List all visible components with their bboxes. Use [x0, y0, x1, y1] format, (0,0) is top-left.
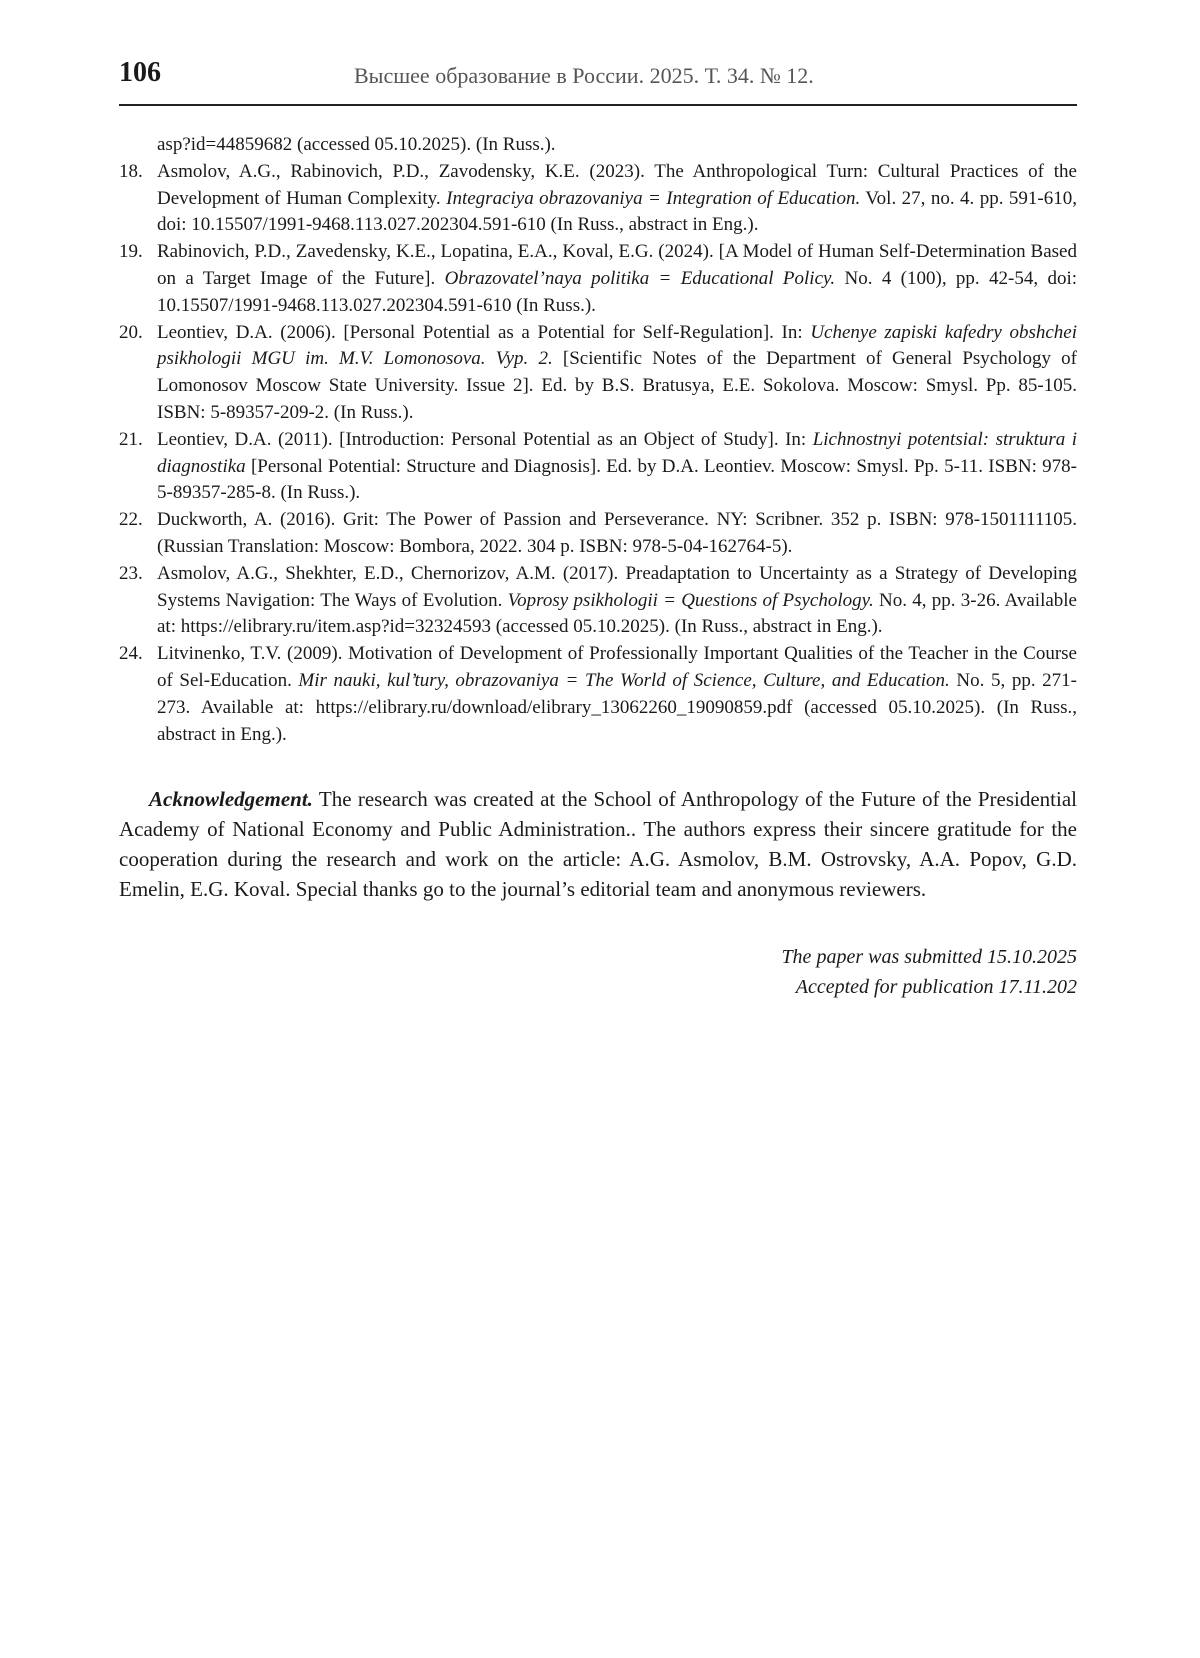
reference-number: 24. [119, 643, 143, 665]
reference-details: No. 5, pp. 271-273. Available at: https://elibrary.ru/download/elibrary_13062260_19090859.pdf (accessed 05.10.2025). (In Russ., abstract in Eng.). [157, 669, 1077, 745]
reference-source: Obrazovatel’naya politika = Educational Policy. [444, 267, 836, 289]
acknowledgement-heading: Acknowledgement. [149, 787, 313, 812]
reference-number: 23. [119, 562, 143, 584]
reference-item-22 [119, 507, 1077, 561]
reference-number: 20. [119, 321, 143, 343]
reference-details: [Personal Potential: Structure and Diagnosis]. Ed. by D.A. Leontiev. Moscow: Smysl. Pp. 5-11. ISBN: 978-5-89357-285-8. (In Russ.). [157, 455, 1077, 504]
reference-item-24 [119, 641, 1077, 748]
reference-text: Asmolov, A.G., Rabinovich, P.D., Zavodensky, K.E. (2023). The Anthropological Turn: Cultural Practices of the Development of Human Complexity. [157, 160, 1077, 209]
reference-source: Uchenye zapiski kafedry obshchei psikhologii MGU im. M.V. Lomonosova. Vyp. 2. [157, 321, 1078, 370]
reference-number: 21. [119, 428, 143, 450]
reference-item-21 [119, 427, 1077, 507]
reference-text: asp?id=44859682 (accessed 05.10.2025). (In Russ.). [157, 134, 556, 155]
reference-number: 19. [119, 241, 143, 263]
reference-details: No. 4 (100), pp. 42-54, doi: 10.15507/1991-9468.113.027.202304.591-610 (In Russ.). [157, 267, 1078, 316]
submitted-date: The paper was submitted 15.10.2025 [781, 946, 1077, 969]
reference-continuation [119, 132, 1077, 159]
reference-details: [Scientific Notes of the Department of General Psychology of Lomonosov Moscow State University. Issue 2]. Ed. by B.S. Bratusya, E.E. Sokolova. Moscow: Smysl. Pp. 85-105. ISBN: 5-89357-209-2. (In Russ.). [157, 348, 1078, 423]
accepted-date: Accepted for publication 17.11.202 [795, 976, 1077, 999]
reference-text: Leontiev, D.A. (2011). [Introduction: Personal Potential as an Object of Study]. In: [157, 428, 813, 450]
reference-source: Integraciya obrazovaniya = Integration of Education. [446, 187, 861, 209]
reference-text: Asmolov, A.G., Shekhter, E.D., Chernorizov, A.M. (2017). Preadaptation to Uncertainty as a Strategy of Developing Systems Navigation: The Ways of Evolution. [157, 562, 1077, 611]
running-header [119, 0, 1077, 106]
reference-text: Leontiev, D.A. (2006). [Personal Potential as a Potential for Self-Regulation]. In: [157, 321, 811, 343]
reference-item-23 [119, 561, 1077, 641]
reference-list [119, 132, 1077, 748]
acknowledgement-paragraph [119, 784, 1077, 904]
reference-number: 22. [119, 509, 143, 531]
reference-item-19 [119, 239, 1077, 319]
reference-source: Mir nauki, kul’tury, obrazovaniya = The World of Science, Culture, and Education. [298, 669, 950, 691]
reference-source: Lichnostnyi potentsial: struktura i diagnostika [157, 428, 1078, 477]
reference-details: Vol. 27, no. 4. pp. 591-610, doi: 10.15507/1991-9468.113.027.202304.591-610 (In Russ., abstract in Eng.). [157, 187, 1078, 236]
reference-text: Rabinovich, P.D., Zavedensky, K.E., Lopatina, E.A., Koval, E.G. (2024). [A Model of Human Self-Determination Based on a Target Image of the Future]. [157, 241, 1077, 289]
reference-item-20 [119, 320, 1077, 427]
reference-source: Voprosy psikhologii = Questions of Psychology. [507, 589, 874, 611]
journal-title: Высшее образование в России. 2025. Т. 34. № 12. [354, 63, 814, 88]
page-number: 106 [119, 57, 161, 88]
reference-details: No. 4, pp. 3-26. Available at: https://elibrary.ru/item.asp?id=32324593 (accessed 05.10.2025). (In Russ., abstract in Eng.). [157, 589, 1077, 638]
reference-item-18 [119, 159, 1077, 239]
acknowledgement-text: The research was created at the School of Anthropology of the Future of the Presidential Academy of National Economy and Public Administration.. The authors express their sincere gratitude for the cooperation during the research and work on the article: A.G. Asmolov, B.M. Ostrovsky, A.A. Popov, G.D. Emelin, E.G. Koval. Special thanks go to the journal’s editorial team and anonymous reviewers. [119, 787, 1077, 902]
page [119, 0, 1077, 1002]
reference-text: Duckworth, A. (2016). Grit: The Power of Passion and Perseverance. NY: Scribner. 352 p. ISBN: 978-1501111105. (Russian Translation: Moscow: Bombora, 2022. 304 p. ISBN: 978-5-04-162764-5). [157, 509, 1077, 557]
reference-text: Litvinenko, T.V. (2009). Motivation of Development of Professionally Important Qualities of the Teacher in the Course of Sel-Education. [157, 643, 1077, 691]
article-dates [119, 942, 1077, 1002]
reference-number: 18. [119, 160, 143, 182]
